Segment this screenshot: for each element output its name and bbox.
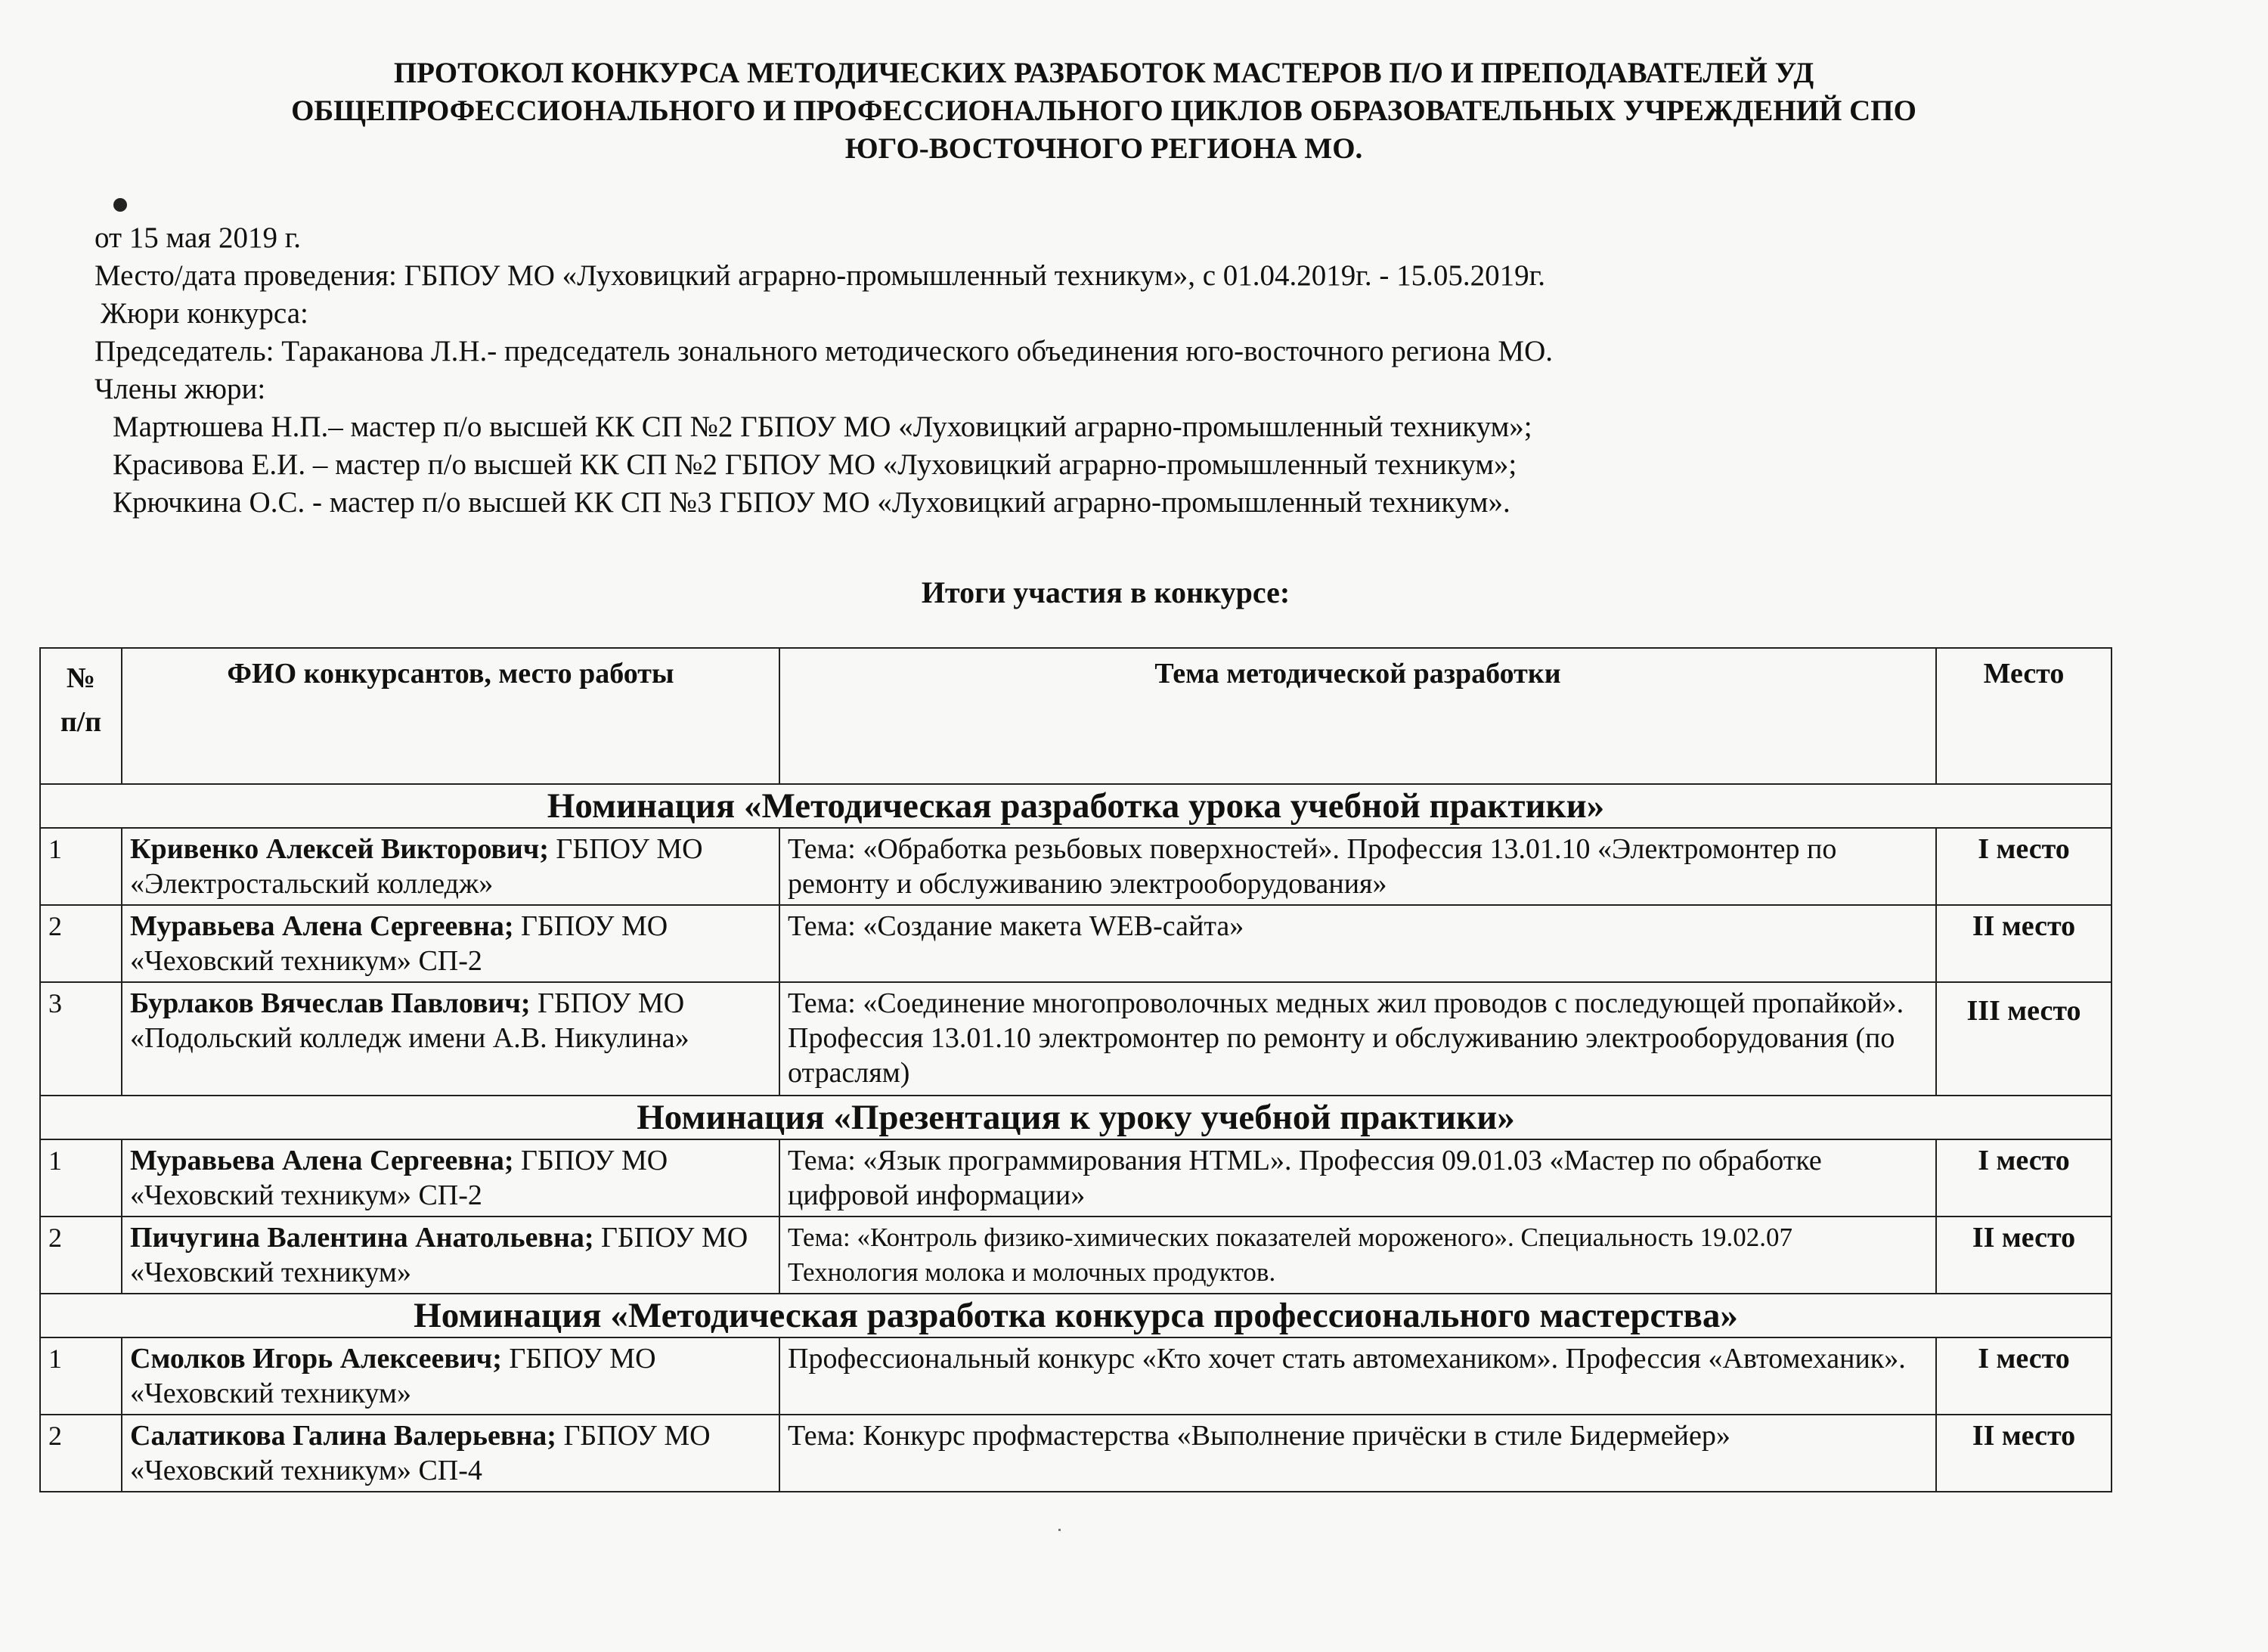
participant-name: Кривенко Алексей Викторович; [130, 833, 549, 865]
table-row [40, 905, 2112, 982]
topic-cell: Тема: «Контроль физико-химических показателей мороженого». Специальность 19.02.07 Технология молока и молочных продуктов. [779, 1217, 1936, 1294]
header-num-line-2: п/п [60, 706, 102, 738]
nomination-title: Номинация «Методическая разработка урока учебной практики» [40, 784, 2112, 828]
participant-org: ГБПОУ МО «Подольский колледж имени А.В. Никулина» [130, 987, 689, 1054]
participant-cell [122, 905, 779, 982]
row-num: 1 [40, 1139, 122, 1217]
participant-name: Салатикова Галина Валерьевна; [130, 1420, 556, 1452]
place-cell: I место [1936, 828, 2112, 905]
place-cell: II место [1936, 905, 2112, 982]
topic-cell: Тема: «Соединение многопроволочных медных жил проводов с последующей пропайкой». Профессия 13.01.10 электромонтер по ремонту и обслуживанию электрооборудования (по отраслям) [779, 982, 1936, 1096]
jury-members-heading: Члены жюри: [94, 373, 266, 405]
jury-chairman: Председатель: Тараканова Л.Н.- председатель зонального методического объединения юго-восточного региона МО. [94, 335, 1553, 367]
participant-org: ГБПОУ МО «Чеховский техникум» СП-2 [130, 1145, 668, 1211]
nomination-title: Номинация «Методическая разработка конкурса профессионального мастерства» [40, 1294, 2112, 1337]
row-num: 2 [40, 1415, 122, 1492]
place-cell: III место [1936, 982, 2112, 1096]
jury-member-1: Мартюшева Н.П.– мастер п/о высшей КК СП №2 ГБПОУ МО «Луховицкий аграрно-промышленный техникум»; [113, 411, 1532, 443]
jury-heading: Жюри конкурса: [101, 297, 308, 330]
row-num: 3 [40, 982, 122, 1096]
table-row [40, 982, 2112, 1096]
title-line-2: ОБЩЕПРОФЕССИОНАЛЬНОГО И ПРОФЕССИОНАЛЬНОГО ЦИКЛОВ ОБРАЗОВАТЕЛЬНЫХ УЧРЕЖДЕНИЙ СПО [291, 95, 1916, 127]
header-place: Место [1936, 648, 2112, 784]
topic-cell: Тема: «Создание макета WEB-сайта» [779, 905, 1936, 982]
ink-blot-mark [113, 198, 127, 212]
topic-cell: Тема: Конкурс профмастерства «Выполнение причёски в стиле Бидермейер» [779, 1415, 1936, 1492]
jury-member-3: Крючкина О.С. - мастер п/о высшей КК СП №3 ГБПОУ МО «Луховицкий аграрно-промышленный техникум». [113, 486, 1510, 519]
table-row [40, 1415, 2112, 1492]
nomination-row [40, 1096, 2112, 1139]
protocol-info [94, 219, 1553, 522]
participant-name: Муравьева Алена Сергеевна; [130, 1145, 514, 1176]
place-cell: II место [1936, 1415, 2112, 1492]
row-num: 1 [40, 828, 122, 905]
row-num: 2 [40, 1217, 122, 1294]
table-row [40, 1139, 2112, 1217]
nomination-row [40, 1294, 2112, 1337]
participant-name: Бурлаков Вячеслав Павлович; [130, 987, 531, 1019]
jury-member-2: Красивова Е.И. – мастер п/о высшей КК СП №2 ГБПОУ МО «Луховицкий аграрно-промышленный техникум»; [113, 448, 1517, 481]
row-num: 2 [40, 905, 122, 982]
table-row [40, 1337, 2112, 1415]
place-cell: I место [1936, 1139, 2112, 1217]
topic-cell: Тема: «Язык программирования HTML». Профессия 09.01.03 «Мастер по обработке цифровой информации» [779, 1139, 1936, 1217]
participant-cell [122, 1415, 779, 1492]
participant-org: ГБПОУ МО «Электростальский колледж» [130, 833, 703, 900]
title-line-1: ПРОТОКОЛ КОНКУРСА МЕТОДИЧЕСКИХ РАЗРАБОТОК МАСТЕРОВ П/О И ПРЕПОДАВАТЕЛЕЙ УД [393, 57, 1814, 89]
document-title [113, 54, 2094, 168]
participant-name: Муравьева Алена Сергеевна; [130, 910, 514, 942]
topic-cell: Профессиональный конкурс «Кто хочет стать автомехаником». Профессия «Автомеханик». [779, 1337, 1936, 1415]
participant-cell [122, 1337, 779, 1415]
participant-org: ГБПОУ МО «Чеховский техникум» [130, 1343, 656, 1409]
results-heading: Итоги участия в конкурсе: [921, 575, 1290, 609]
protocol-date: от 15 мая 2019 г. [94, 222, 302, 254]
header-num [40, 648, 122, 784]
participant-name: Смолков Игорь Алексеевич; [130, 1343, 502, 1375]
topic-cell: Тема: «Обработка резьбовых поверхностей». Профессия 13.01.10 «Электромонтер по ремонту и обслуживанию электрооборудования» [779, 828, 1936, 905]
nomination-title: Номинация «Презентация к уроку учебной практики» [40, 1096, 2112, 1139]
header-num-line-1: № [66, 662, 96, 694]
participant-cell [122, 1139, 779, 1217]
participant-org: ГБПОУ МО «Чеховский техникум» СП-4 [130, 1420, 711, 1486]
participant-cell [122, 982, 779, 1096]
results-table [39, 647, 2112, 1492]
nomination-row [40, 784, 2112, 828]
place-cell: II место [1936, 1217, 2112, 1294]
participant-name: Пичугина Валентина Анатольевна; [130, 1222, 594, 1254]
table-row [40, 828, 2112, 905]
place-cell: I место [1936, 1337, 2112, 1415]
table-header-row [40, 648, 2112, 784]
row-num: 1 [40, 1337, 122, 1415]
header-topic: Тема методической разработки [779, 648, 1936, 784]
participant-org: ГБПОУ МО «Чеховский техникум» [130, 1222, 748, 1288]
table-row [40, 1217, 2112, 1294]
event-place: Место/дата проведения: ГБПОУ МО «Луховицкий аграрно-промышленный техникум», с 01.04.2019г. - 15.05.2019г. [94, 259, 1545, 292]
participant-cell [122, 1217, 779, 1294]
participant-cell [122, 828, 779, 905]
scan-speck [1058, 1529, 1061, 1531]
title-line-3: ЮГО-ВОСТОЧНОГО РЕГИОНА МО. [844, 132, 1363, 165]
header-name: ФИО конкурсантов, место работы [122, 648, 779, 784]
participant-org: ГБПОУ МО «Чеховский техникум» СП-2 [130, 910, 668, 977]
